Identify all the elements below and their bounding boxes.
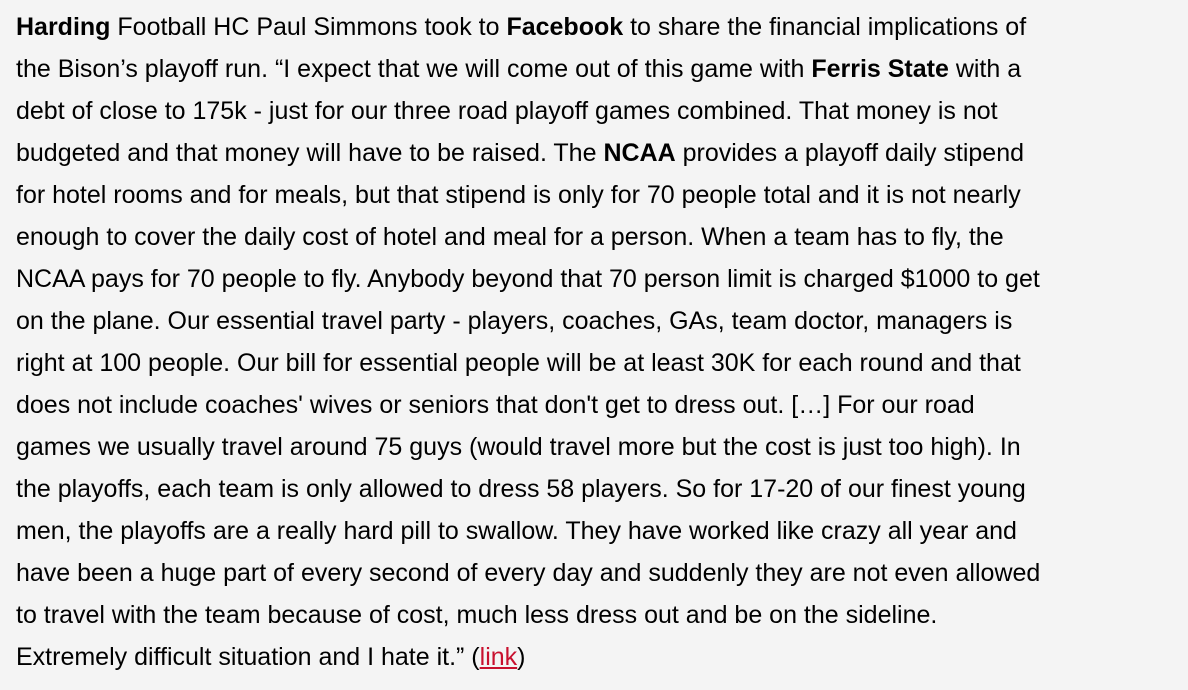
text-line — [16, 594, 1174, 636]
source-link[interactable]: link — [479, 643, 518, 671]
text-line — [16, 6, 1174, 48]
text-segment: Football HC Paul Simmons took to — [110, 13, 507, 41]
text-line — [16, 132, 1174, 174]
text-segment: to travel with the team because of cost, much less dress out and be on the sideline. — [16, 601, 938, 629]
bold-school-name: Harding — [16, 13, 111, 41]
text-segment: does not include coaches' wives or seniors that don't get to dress out. […] For our road — [16, 391, 975, 419]
text-segment: Extremely difficult situation and I hate it.” ( — [16, 643, 480, 671]
text-line — [16, 174, 1174, 216]
text-segment: the Bison’s playoff run. “I expect that we will come out of this game with — [16, 55, 812, 83]
text-line — [16, 384, 1174, 426]
text-segment: budgeted and that money will have to be raised. The — [16, 139, 604, 167]
text-segment: to share the financial implications of — [623, 13, 1027, 41]
text-segment: men, the playoffs are a really hard pill to swallow. They have worked like crazy all year and — [16, 517, 1017, 545]
text-segment: NCAA pays for 70 people to fly. Anybody beyond that 70 person limit is charged $1000 to get — [16, 265, 1040, 293]
text-segment: with a — [948, 55, 1022, 83]
text-segment: the playoffs, each team is only allowed to dress 58 players. So for 17-20 of our finest young — [16, 475, 1026, 503]
text-segment: games we usually travel around 75 guys (would travel more but the cost is just too high). In — [16, 433, 1021, 461]
text-segment: debt of close to 175k - just for our three road playoff games combined. That money is not — [16, 97, 998, 125]
bold-opponent-name: Ferris State — [811, 55, 949, 83]
text-line — [16, 300, 1174, 342]
text-line — [16, 510, 1174, 552]
text-line — [16, 468, 1174, 510]
text-line — [16, 48, 1174, 90]
text-line — [16, 90, 1174, 132]
text-segment: ) — [517, 643, 526, 671]
text-segment: provides a playoff daily stipend — [675, 139, 1025, 167]
text-line-last — [16, 636, 1174, 678]
text-segment: have been a huge part of every second of every day and suddenly they are not even allowed — [16, 559, 1041, 587]
text-segment: for hotel rooms and for meals, but that stipend is only for 70 people total and it is not nearly — [16, 181, 1021, 209]
text-line — [16, 258, 1174, 300]
text-segment: on the plane. Our essential travel party - players, coaches, GAs, team doctor, managers is — [16, 307, 1013, 335]
text-segment: right at 100 people. Our bill for essential people will be at least 30K for each round and that — [16, 349, 1021, 377]
bold-platform-name: Facebook — [506, 13, 624, 41]
text-line — [16, 426, 1174, 468]
bold-ncaa: NCAA — [603, 139, 676, 167]
text-line — [16, 552, 1174, 594]
text-segment: enough to cover the daily cost of hotel and meal for a person. When a team has to fly, the — [16, 223, 1004, 251]
text-line — [16, 342, 1174, 384]
text-line — [16, 216, 1174, 258]
